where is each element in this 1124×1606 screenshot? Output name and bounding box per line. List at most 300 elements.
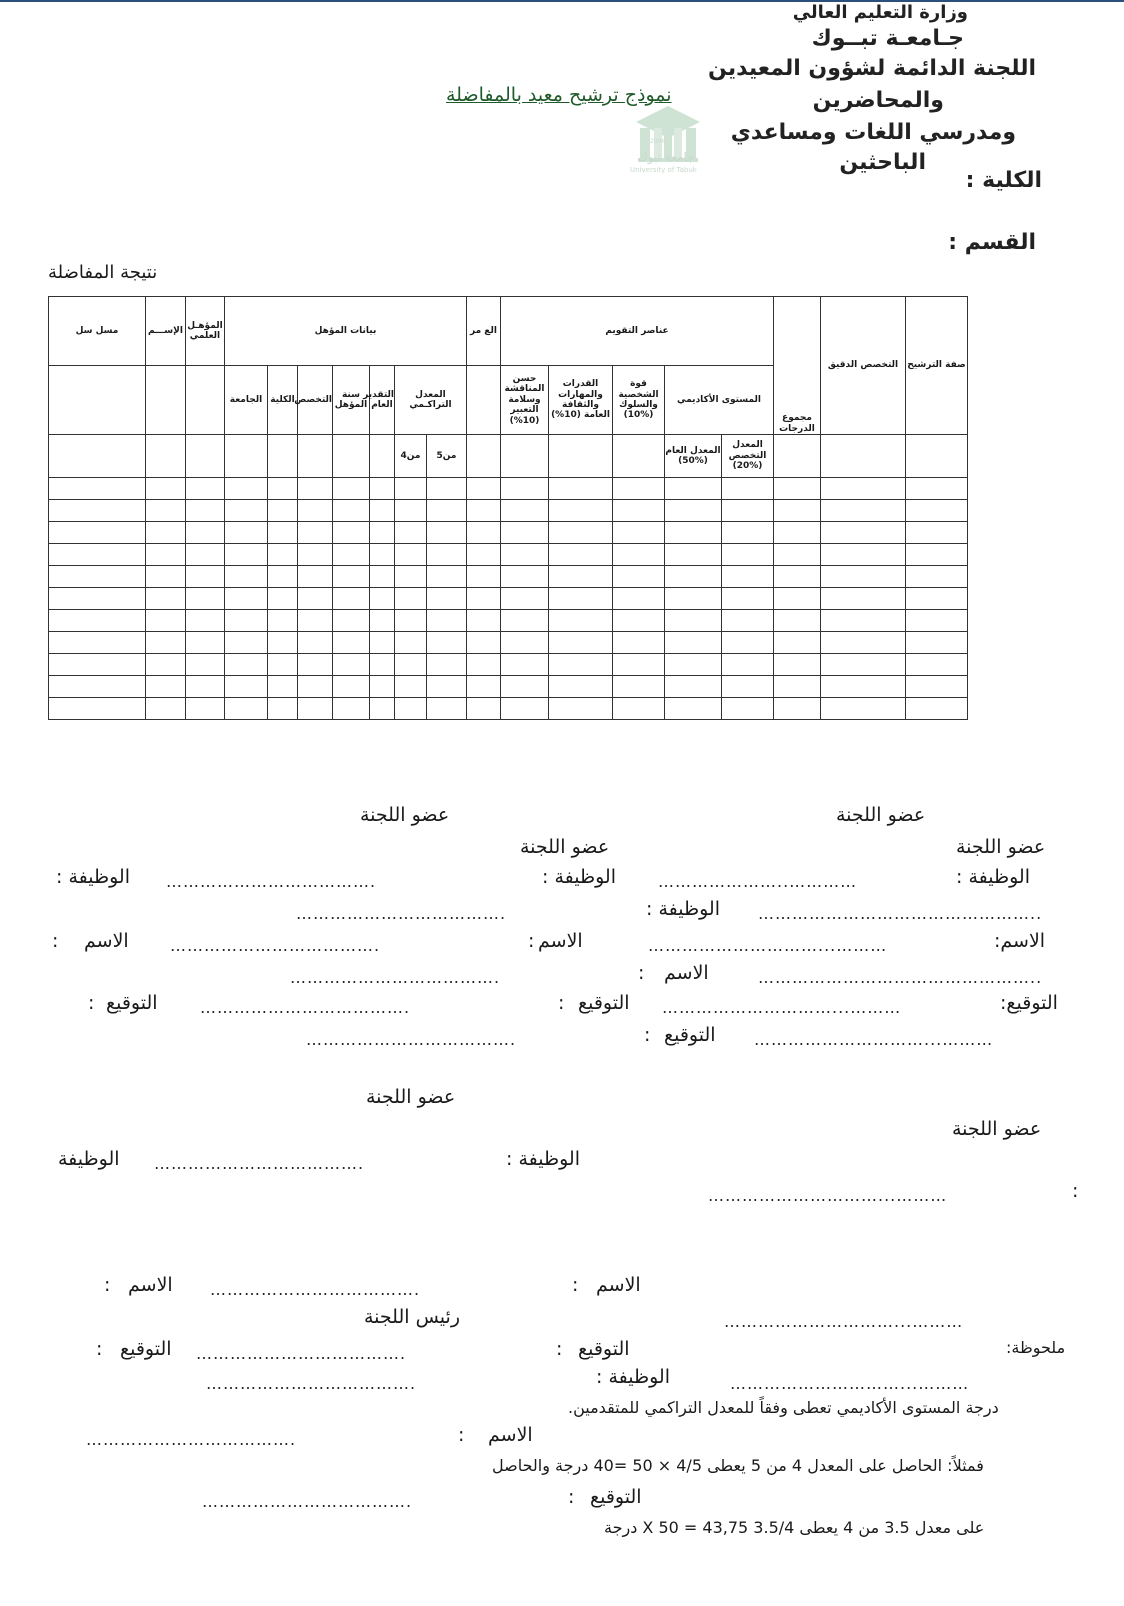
job-dots-right-2[interactable]: ………………………………………….. <box>758 904 1043 923</box>
table-cell[interactable] <box>267 610 297 632</box>
col-jamia-header: الجامعة <box>224 366 267 435</box>
table-cell[interactable] <box>549 676 613 698</box>
table-cell[interactable] <box>549 478 613 500</box>
name-label-right: الاسم: <box>994 930 1046 952</box>
chair-sign-label: التوقيع <box>590 1486 642 1508</box>
table-cell[interactable] <box>722 610 774 632</box>
table-cell[interactable] <box>665 544 722 566</box>
name-dots-center[interactable]: ………………………………. <box>170 936 381 955</box>
table-cell[interactable] <box>145 654 185 676</box>
table-cell[interactable] <box>466 610 500 632</box>
table-cell[interactable] <box>297 610 332 632</box>
table-cell[interactable] <box>224 676 267 698</box>
table-cell[interactable] <box>297 588 332 610</box>
name-label-lower-left: الاسم <box>128 1274 173 1296</box>
table-cell[interactable] <box>332 654 369 676</box>
table-row <box>49 632 968 654</box>
table-cell[interactable] <box>426 478 466 500</box>
table-cell[interactable] <box>722 500 774 522</box>
table-cell[interactable] <box>466 632 500 654</box>
table-cell[interactable] <box>774 522 821 544</box>
table-cell[interactable] <box>394 500 426 522</box>
takhassus-daqiq-sub-cell <box>821 435 906 478</box>
table-cell[interactable] <box>665 654 722 676</box>
committee-line-2: والمحاضرين <box>812 88 944 113</box>
table-cell[interactable] <box>906 676 968 698</box>
table-cell[interactable] <box>774 588 821 610</box>
col-age-header: الع مر <box>466 297 500 366</box>
table-cell[interactable] <box>426 610 466 632</box>
sign-dots-center[interactable]: ………………………………. <box>200 998 411 1017</box>
table-cell[interactable] <box>774 632 821 654</box>
job-colon-lower-right: : <box>1072 1180 1079 1202</box>
table-cell[interactable] <box>332 500 369 522</box>
job-label-lower-center: الوظيفة : <box>506 1148 580 1170</box>
job-dots-lower-center[interactable]: ………………………………. <box>154 1154 365 1173</box>
table-cell[interactable] <box>224 544 267 566</box>
college-label: الكلية : <box>965 168 1042 193</box>
table-cell[interactable] <box>500 588 548 610</box>
job-label-center: الوظيفة : <box>542 866 616 888</box>
chair-job-dots[interactable]: ………………………………. <box>206 1374 417 1393</box>
table-cell[interactable] <box>665 632 722 654</box>
department-label: القسم : <box>948 230 1036 255</box>
table-cell[interactable] <box>145 610 185 632</box>
logo-text-ar: جامعة تبوك <box>638 150 695 164</box>
table-cell[interactable] <box>613 632 665 654</box>
table-cell[interactable] <box>549 632 613 654</box>
table-cell[interactable] <box>267 654 297 676</box>
table-cell[interactable] <box>821 654 906 676</box>
table-cell[interactable] <box>145 478 185 500</box>
table-cell[interactable] <box>906 478 968 500</box>
table-cell[interactable] <box>394 478 426 500</box>
table-cell[interactable] <box>49 588 146 610</box>
job-dots-lower-right[interactable]: …………………………...……… <box>708 1186 948 1205</box>
logo-year: 2006 <box>650 138 666 145</box>
table-cell[interactable] <box>267 500 297 522</box>
table-cell[interactable] <box>49 478 146 500</box>
table-cell[interactable] <box>185 632 224 654</box>
name-dots-right[interactable]: …………………………...……… <box>648 936 888 955</box>
name-colon-left: : <box>52 930 59 952</box>
table-cell[interactable] <box>466 566 500 588</box>
table-cell[interactable] <box>821 500 906 522</box>
table-cell[interactable] <box>267 522 297 544</box>
table-cell[interactable] <box>426 566 466 588</box>
sign-colon-lower-left: : <box>96 1338 103 1360</box>
table-cell[interactable] <box>665 610 722 632</box>
table-cell[interactable] <box>49 544 146 566</box>
sign-dots-center-2[interactable]: ………………………………. <box>306 1030 517 1049</box>
table-cell[interactable] <box>145 566 185 588</box>
table-cell[interactable] <box>332 610 369 632</box>
table-cell[interactable] <box>332 566 369 588</box>
col-sana-header: سنة المؤهل <box>332 366 369 435</box>
table-cell[interactable] <box>906 698 968 720</box>
table-cell[interactable] <box>332 478 369 500</box>
table-row <box>49 566 968 588</box>
table-row <box>49 676 968 698</box>
table-cell[interactable] <box>185 478 224 500</box>
table-cell[interactable] <box>613 500 665 522</box>
table-cell[interactable] <box>332 522 369 544</box>
chair-job-label: الوظيفة : <box>596 1366 670 1388</box>
col-taqdir-header: التقدير العام <box>369 366 394 435</box>
sign-label-right: التوقيع: <box>1000 992 1058 1014</box>
table-cell[interactable] <box>613 698 665 720</box>
table-cell[interactable] <box>466 654 500 676</box>
sign-colon-center-2: : <box>644 1024 651 1046</box>
name-colon-lower-left: : <box>104 1274 111 1296</box>
table-cell[interactable] <box>145 698 185 720</box>
sign-colon-center: : <box>558 992 565 1014</box>
table-cell[interactable] <box>369 698 394 720</box>
muahhal-sub-cell <box>185 366 224 435</box>
table-cell[interactable] <box>224 698 267 720</box>
col-muaddal-aam-header: المعدل العام (%50) <box>665 435 722 478</box>
table-cell[interactable] <box>774 566 821 588</box>
table-cell[interactable] <box>774 478 821 500</box>
col-husn-header: حسن المناقشة وسلامة التعبير (10%) <box>500 366 548 435</box>
age-sub-cell <box>466 366 500 435</box>
table-cell[interactable] <box>185 522 224 544</box>
table-cell[interactable] <box>549 544 613 566</box>
table-cell[interactable] <box>49 522 146 544</box>
table-cell[interactable] <box>906 588 968 610</box>
table-cell[interactable] <box>49 632 146 654</box>
university-name: جـامعـة تبــوك <box>811 26 964 51</box>
table-cell[interactable] <box>466 478 500 500</box>
table-cell[interactable] <box>549 610 613 632</box>
table-cell[interactable] <box>665 522 722 544</box>
table-cell[interactable] <box>466 500 500 522</box>
table-cell[interactable] <box>665 500 722 522</box>
university-logo <box>628 100 708 190</box>
table-cell[interactable] <box>49 654 146 676</box>
table-cell[interactable] <box>613 610 665 632</box>
table-cell[interactable] <box>369 566 394 588</box>
table-cell[interactable] <box>394 632 426 654</box>
table-cell[interactable] <box>613 588 665 610</box>
member-title-center: عضو اللجنة <box>520 836 610 858</box>
table-cell[interactable] <box>500 654 548 676</box>
table-cell[interactable] <box>774 676 821 698</box>
table-cell[interactable] <box>297 654 332 676</box>
job-dots-center[interactable]: ………………………………. <box>166 872 377 891</box>
table-cell[interactable] <box>394 522 426 544</box>
table-cell[interactable] <box>549 588 613 610</box>
table-cell[interactable] <box>821 610 906 632</box>
table-cell[interactable] <box>722 654 774 676</box>
table-cell[interactable] <box>774 610 821 632</box>
table-cell[interactable] <box>665 566 722 588</box>
table-cell[interactable] <box>774 544 821 566</box>
table-cell[interactable] <box>466 522 500 544</box>
table-cell[interactable] <box>906 500 968 522</box>
table-cell[interactable] <box>394 588 426 610</box>
table-cell[interactable] <box>613 676 665 698</box>
table-cell[interactable] <box>185 544 224 566</box>
table-cell[interactable] <box>500 500 548 522</box>
table-cell[interactable] <box>549 522 613 544</box>
quwwa-sub-cell <box>613 435 665 478</box>
table-cell[interactable] <box>224 588 267 610</box>
col-min5-header: من5 <box>426 435 466 478</box>
member-title-lower-right: عضو اللجنة <box>952 1118 1042 1140</box>
table-cell[interactable] <box>145 588 185 610</box>
table-cell[interactable] <box>394 610 426 632</box>
table-cell[interactable] <box>267 478 297 500</box>
chair-sign-dots[interactable]: ………………………………. <box>202 1492 413 1511</box>
table-cell[interactable] <box>145 500 185 522</box>
table-cell[interactable] <box>369 654 394 676</box>
table-cell[interactable] <box>224 522 267 544</box>
sifa-sub-cell <box>906 435 968 478</box>
table-cell[interactable] <box>145 522 185 544</box>
table-cell[interactable] <box>426 500 466 522</box>
table-cell[interactable] <box>224 500 267 522</box>
table-cell[interactable] <box>332 632 369 654</box>
table-cell[interactable] <box>267 588 297 610</box>
table-cell[interactable] <box>500 566 548 588</box>
table-cell[interactable] <box>49 566 146 588</box>
table-cell[interactable] <box>49 698 146 720</box>
table-cell[interactable] <box>821 522 906 544</box>
table-cell[interactable] <box>665 588 722 610</box>
table-row <box>49 654 968 676</box>
name-colon-center: : <box>528 930 535 952</box>
table-cell[interactable] <box>224 478 267 500</box>
table-cell[interactable] <box>549 500 613 522</box>
table-cell[interactable] <box>613 544 665 566</box>
table-cell[interactable] <box>426 676 466 698</box>
table-cell[interactable] <box>426 654 466 676</box>
table-cell[interactable] <box>906 632 968 654</box>
table-cell[interactable] <box>722 544 774 566</box>
sign-dots-right-2[interactable]: …………………………...……… <box>754 1030 994 1049</box>
table-cell[interactable] <box>297 676 332 698</box>
col-takhassus-daqiq-header: التخصص الدقيق <box>821 297 906 435</box>
member-title-right-top: عضو اللجنة <box>836 804 926 826</box>
name-dots-center-2[interactable]: ………………………………. <box>290 968 501 987</box>
table-cell[interactable] <box>821 676 906 698</box>
table-cell[interactable] <box>821 566 906 588</box>
table-cell[interactable] <box>774 500 821 522</box>
table-cell[interactable] <box>369 676 394 698</box>
table-cell[interactable] <box>500 478 548 500</box>
table-cell[interactable] <box>297 478 332 500</box>
husn-sub-cell <box>500 435 548 478</box>
col-takhassus-header: التخصص <box>297 366 332 435</box>
table-cell[interactable] <box>722 632 774 654</box>
table-cell[interactable] <box>426 544 466 566</box>
table-cell[interactable] <box>145 632 185 654</box>
table-cell[interactable] <box>185 676 224 698</box>
table-cell[interactable] <box>332 676 369 698</box>
table-cell[interactable] <box>722 698 774 720</box>
table-cell[interactable] <box>722 566 774 588</box>
col-bayanat-header: بيانات المؤهل <box>224 297 466 366</box>
table-cell[interactable] <box>500 632 548 654</box>
table-cell[interactable] <box>613 478 665 500</box>
table-cell[interactable] <box>821 478 906 500</box>
col-kulliya-header: الكلية <box>267 366 297 435</box>
col-min4-header: من4 <box>394 435 426 478</box>
table-cell[interactable] <box>224 566 267 588</box>
table-cell[interactable] <box>185 566 224 588</box>
table-cell[interactable] <box>297 522 332 544</box>
table-cell[interactable] <box>394 654 426 676</box>
col-quwwa-header: قوة الشخصية والسلوك (%10) <box>613 366 665 435</box>
table-cell[interactable] <box>49 610 146 632</box>
taqdir-sub-cell <box>369 435 394 478</box>
table-cell[interactable] <box>426 632 466 654</box>
table-cell[interactable] <box>665 478 722 500</box>
table-cell[interactable] <box>297 544 332 566</box>
table-cell[interactable] <box>224 632 267 654</box>
table-cell[interactable] <box>332 544 369 566</box>
table-cell[interactable] <box>267 632 297 654</box>
table-cell[interactable] <box>466 676 500 698</box>
sign-colon-left: : <box>88 992 95 1014</box>
table-cell[interactable] <box>906 610 968 632</box>
name-dots-lower-right[interactable]: …………………………...……… <box>724 1312 964 1331</box>
table-cell[interactable] <box>722 588 774 610</box>
table-cell[interactable] <box>145 676 185 698</box>
table-cell[interactable] <box>821 632 906 654</box>
table-cell[interactable] <box>297 500 332 522</box>
sign-label-lower-center: التوقيع <box>578 1338 630 1360</box>
table-cell[interactable] <box>500 676 548 698</box>
table-cell[interactable] <box>369 478 394 500</box>
name-dots-lower-center[interactable]: ………………………………. <box>210 1280 421 1299</box>
table-cell[interactable] <box>297 632 332 654</box>
table-cell[interactable] <box>774 698 821 720</box>
table-body <box>49 478 968 720</box>
chair-name-dots[interactable]: ………………………………. <box>86 1430 297 1449</box>
table-cell[interactable] <box>426 698 466 720</box>
table-cell[interactable] <box>369 588 394 610</box>
col-muahhal-header: المؤهـل العلمي <box>185 297 224 366</box>
chair-name-label: الاسم <box>488 1424 533 1446</box>
table-cell[interactable] <box>821 544 906 566</box>
table-cell[interactable] <box>185 588 224 610</box>
table-cell[interactable] <box>332 588 369 610</box>
table-cell[interactable] <box>224 654 267 676</box>
name-colon-center-2: : <box>638 962 645 984</box>
table-cell[interactable] <box>394 698 426 720</box>
table-cell[interactable] <box>906 544 968 566</box>
table-cell[interactable] <box>49 500 146 522</box>
table-cell[interactable] <box>549 698 613 720</box>
table-cell[interactable] <box>722 522 774 544</box>
table-cell[interactable] <box>613 522 665 544</box>
job-label-lower-left: الوظيفة <box>58 1148 120 1170</box>
table-row <box>49 544 968 566</box>
table-cell[interactable] <box>466 588 500 610</box>
table-cell[interactable] <box>185 698 224 720</box>
table-cell[interactable] <box>426 522 466 544</box>
table-cell[interactable] <box>549 654 613 676</box>
remark-label: ملحوظة: <box>1006 1338 1066 1357</box>
table-cell[interactable] <box>500 544 548 566</box>
job-dots-right[interactable]: …………………..………… <box>658 872 858 891</box>
form-title[interactable]: نموذج ترشيح معيد بالمفاضلة <box>446 84 672 106</box>
table-cell[interactable] <box>722 478 774 500</box>
table-cell[interactable] <box>722 676 774 698</box>
table-cell[interactable] <box>394 566 426 588</box>
sign-dots-right[interactable]: …………………………...……… <box>662 998 902 1017</box>
table-cell[interactable] <box>821 588 906 610</box>
sign-dots-lower-center[interactable]: ………………………………. <box>196 1344 407 1363</box>
sign-label-lower-left: التوقيع <box>120 1338 172 1360</box>
committee-line-3: ومدرسي اللغات ومساعدي <box>730 120 1016 145</box>
table-cell[interactable] <box>426 588 466 610</box>
table-cell[interactable] <box>906 654 968 676</box>
table-cell[interactable] <box>49 676 146 698</box>
member-title-right-2: عضو اللجنة <box>956 836 1046 858</box>
table-cell[interactable] <box>185 610 224 632</box>
table-cell[interactable] <box>369 500 394 522</box>
table-cell[interactable] <box>665 676 722 698</box>
table-cell[interactable] <box>224 610 267 632</box>
table-cell[interactable] <box>394 676 426 698</box>
table-cell[interactable] <box>466 698 500 720</box>
table-cell[interactable] <box>267 566 297 588</box>
table-cell[interactable] <box>906 566 968 588</box>
table-cell[interactable] <box>297 698 332 720</box>
table-cell[interactable] <box>267 676 297 698</box>
table-cell[interactable] <box>369 544 394 566</box>
table-cell[interactable] <box>332 698 369 720</box>
table-cell[interactable] <box>297 566 332 588</box>
sign-label-center: التوقيع <box>578 992 630 1014</box>
table-row <box>49 610 968 632</box>
table-cell[interactable] <box>394 544 426 566</box>
table-cell[interactable] <box>466 544 500 566</box>
table-cell[interactable] <box>369 610 394 632</box>
name-label-lower-center: الاسم <box>596 1274 641 1296</box>
table-cell[interactable] <box>185 654 224 676</box>
table-cell[interactable] <box>500 522 548 544</box>
table-cell[interactable] <box>500 698 548 720</box>
member-title-lower-left: عضو اللجنة <box>366 1086 456 1108</box>
table-cell[interactable] <box>369 522 394 544</box>
table-cell[interactable] <box>369 632 394 654</box>
col-muaddal-takhassus-header: المعدل التخصص (%20) <box>722 435 774 478</box>
table-cell[interactable] <box>267 544 297 566</box>
results-table <box>48 296 968 720</box>
table-cell[interactable] <box>906 522 968 544</box>
logo-emblem-icon <box>628 100 708 190</box>
table-cell[interactable] <box>774 654 821 676</box>
table-cell[interactable] <box>500 610 548 632</box>
name-dots-right-2[interactable]: ………………………………………….. <box>758 968 1043 987</box>
table-cell[interactable] <box>613 654 665 676</box>
table-row <box>49 478 968 500</box>
remark-dots[interactable]: …………………………...……… <box>730 1374 970 1393</box>
table-cell[interactable] <box>665 698 722 720</box>
table-cell[interactable] <box>549 566 613 588</box>
job-dots-center-2[interactable]: ………………………………. <box>296 904 507 923</box>
table-cell[interactable] <box>185 500 224 522</box>
table-cell[interactable] <box>267 698 297 720</box>
table-cell[interactable] <box>613 566 665 588</box>
col-majmoo-header: مجموع الدرجات <box>774 297 821 435</box>
table-cell[interactable] <box>821 698 906 720</box>
table-cell[interactable] <box>145 544 185 566</box>
